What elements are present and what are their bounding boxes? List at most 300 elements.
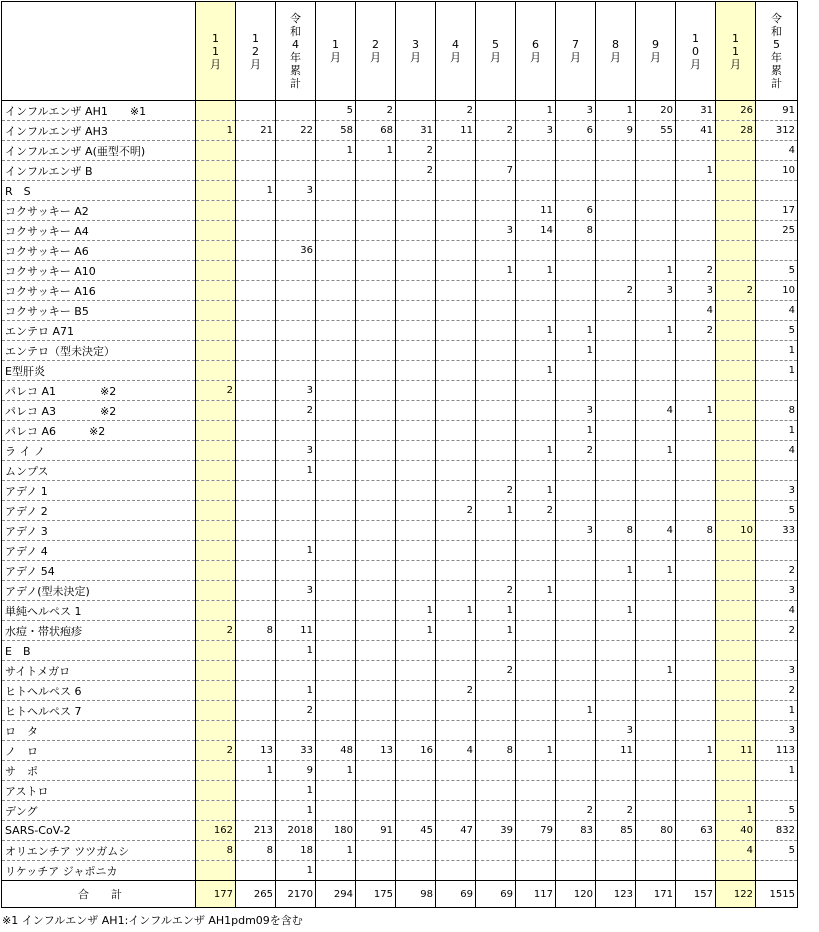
table-row — [2, 481, 798, 501]
table-cell — [356, 201, 396, 221]
table-cell: 1 — [276, 541, 316, 561]
column-header — [756, 2, 798, 101]
table-cell — [316, 641, 356, 661]
table-cell — [596, 661, 636, 681]
table-cell — [516, 641, 556, 661]
table-cell — [236, 221, 276, 241]
table-cell — [676, 441, 716, 461]
table-cell — [636, 741, 676, 761]
table-cell: 3 — [596, 721, 636, 741]
row-label: インフルエンザ AH1 ※1 — [2, 101, 196, 121]
table-cell — [676, 341, 716, 361]
table-cell — [236, 281, 276, 301]
table-cell — [276, 661, 316, 681]
table-cell — [356, 761, 396, 781]
table-cell — [356, 241, 396, 261]
table-cell — [676, 721, 716, 741]
table-cell — [276, 101, 316, 121]
table-cell — [516, 401, 556, 421]
table-cell — [476, 521, 516, 541]
table-cell: 2 — [476, 661, 516, 681]
table-cell — [636, 701, 676, 721]
table-cell — [716, 461, 756, 481]
table-cell: 45 — [396, 821, 436, 841]
table-cell: 1 — [756, 421, 798, 441]
table-cell — [196, 281, 236, 301]
table-row — [2, 781, 798, 801]
table-cell — [476, 461, 516, 481]
table-cell: 3 — [676, 281, 716, 301]
table-cell — [196, 541, 236, 561]
table-cell: 4 — [676, 301, 716, 321]
table-cell — [716, 181, 756, 201]
table-cell: 1 — [676, 161, 716, 181]
table-cell — [716, 501, 756, 521]
table-cell — [316, 701, 356, 721]
table-cell — [396, 461, 436, 481]
column-header — [356, 2, 396, 101]
table-cell — [356, 661, 396, 681]
table-cell — [676, 601, 716, 621]
table-row — [2, 381, 798, 401]
table-cell: 1 — [316, 841, 356, 861]
table-cell — [676, 861, 716, 881]
table-cell: 2 — [356, 101, 396, 121]
table-cell — [436, 381, 476, 401]
table-row — [2, 421, 798, 441]
table-cell: 2 — [276, 401, 316, 421]
table-cell — [396, 721, 436, 741]
table-cell: 11 — [716, 741, 756, 761]
table-cell: 13 — [236, 741, 276, 761]
table-cell: 1 — [556, 421, 596, 441]
table-cell — [596, 381, 636, 401]
table-cell — [196, 801, 236, 821]
table-cell — [196, 341, 236, 361]
table-cell — [516, 781, 556, 801]
table-row — [2, 601, 798, 621]
table-cell: 2170 — [276, 881, 316, 908]
table-cell — [236, 641, 276, 661]
table-cell — [436, 661, 476, 681]
table-cell — [636, 241, 676, 261]
table-cell: 5 — [756, 841, 798, 861]
table-cell: 1 — [756, 361, 798, 381]
table-cell — [316, 661, 356, 681]
row-label: デング — [2, 801, 196, 821]
table-cell — [196, 781, 236, 801]
table-cell — [716, 701, 756, 721]
table-cell — [516, 721, 556, 741]
table-cell: 1 — [276, 681, 316, 701]
table-cell — [196, 481, 236, 501]
table-cell — [716, 241, 756, 261]
row-label: コクサッキー A10 — [2, 261, 196, 281]
table-cell: 9 — [596, 121, 636, 141]
table-cell — [196, 641, 236, 661]
table-cell — [476, 201, 516, 221]
table-cell — [476, 421, 516, 441]
table-cell — [596, 641, 636, 661]
table-cell — [556, 481, 596, 501]
table-cell: 2 — [556, 441, 596, 461]
table-cell: 63 — [676, 821, 716, 841]
table-cell: 1 — [356, 141, 396, 161]
table-cell: 2 — [436, 501, 476, 521]
table-row — [2, 521, 798, 541]
table-cell — [556, 741, 596, 761]
table-cell: 2 — [436, 101, 476, 121]
row-label: 水痘・帯状疱疹 — [2, 621, 196, 641]
table-row — [2, 101, 798, 121]
table-cell — [316, 461, 356, 481]
row-label: 単純ヘルペス 1 — [2, 601, 196, 621]
table-cell — [556, 461, 596, 481]
table-cell: 8 — [676, 521, 716, 541]
table-cell: 123 — [596, 881, 636, 908]
table-cell — [676, 841, 716, 861]
table-cell — [316, 341, 356, 361]
table-cell — [596, 321, 636, 341]
table-cell — [476, 701, 516, 721]
table-cell: 1 — [636, 561, 676, 581]
table-cell — [716, 261, 756, 281]
row-label: インフルエンザ AH3 — [2, 121, 196, 141]
table-cell — [636, 621, 676, 641]
table-cell — [756, 181, 798, 201]
table-cell: 2 — [476, 581, 516, 601]
table-cell: 10 — [756, 161, 798, 181]
table-cell — [556, 141, 596, 161]
table-cell — [556, 661, 596, 681]
table-row — [2, 241, 798, 261]
row-label: アデノ 3 — [2, 521, 196, 541]
table-cell: 3 — [556, 401, 596, 421]
row-label: パレコ A3 ※2 — [2, 401, 196, 421]
table-cell — [396, 661, 436, 681]
table-cell — [396, 301, 436, 321]
table-cell: 1 — [636, 661, 676, 681]
table-cell — [596, 161, 636, 181]
table-cell — [556, 181, 596, 201]
table-cell: 5 — [756, 501, 798, 521]
table-cell — [516, 301, 556, 321]
table-row — [2, 501, 798, 521]
table-cell — [196, 141, 236, 161]
row-label: パレコ A1 ※2 — [2, 381, 196, 401]
table-row — [2, 181, 798, 201]
table-cell — [276, 281, 316, 301]
table-cell — [396, 641, 436, 661]
table-cell — [356, 321, 396, 341]
table-cell — [556, 581, 596, 601]
row-label: サ ポ — [2, 761, 196, 781]
table-cell: 3 — [756, 721, 798, 741]
table-cell — [516, 281, 556, 301]
table-cell: 2 — [756, 681, 798, 701]
table-cell — [236, 721, 276, 741]
table-cell — [196, 681, 236, 701]
table-cell: 1 — [476, 621, 516, 641]
row-label: ラ イ ノ — [2, 441, 196, 461]
table-cell — [396, 701, 436, 721]
table-cell: 9 — [276, 761, 316, 781]
row-label: インフルエンザ A(亜型不明) — [2, 141, 196, 161]
table-cell: 3 — [756, 481, 798, 501]
table-cell: 68 — [356, 121, 396, 141]
table-cell — [436, 161, 476, 181]
table-cell — [396, 101, 436, 121]
table-cell: 2 — [276, 701, 316, 721]
table-cell — [276, 361, 316, 381]
table-cell — [596, 421, 636, 441]
table-cell — [716, 721, 756, 741]
table-cell — [236, 601, 276, 621]
table-cell — [716, 321, 756, 341]
table-cell: 3 — [276, 181, 316, 201]
table-cell: 91 — [356, 821, 396, 841]
table-cell: 1 — [516, 741, 556, 761]
table-cell: 1 — [676, 741, 716, 761]
table-cell: 20 — [636, 101, 676, 121]
table-cell: 79 — [516, 821, 556, 841]
table-cell — [436, 461, 476, 481]
table-cell — [316, 581, 356, 601]
table-cell — [676, 201, 716, 221]
table-cell: 4 — [756, 601, 798, 621]
table-cell — [316, 221, 356, 241]
table-cell — [436, 721, 476, 741]
row-label: コクサッキー A6 — [2, 241, 196, 261]
row-label: ムンプス — [2, 461, 196, 481]
table-cell — [516, 681, 556, 701]
table-cell — [436, 781, 476, 801]
table-cell — [556, 761, 596, 781]
table-cell — [276, 201, 316, 221]
table-cell — [356, 641, 396, 661]
table-row — [2, 261, 798, 281]
table-cell — [356, 721, 396, 741]
table-cell — [396, 561, 436, 581]
table-cell — [236, 101, 276, 121]
table-cell — [316, 721, 356, 741]
table-cell — [316, 241, 356, 261]
table-cell: 6 — [556, 201, 596, 221]
row-label: コクサッキー B5 — [2, 301, 196, 321]
table-cell — [476, 681, 516, 701]
row-label: インフルエンザ B — [2, 161, 196, 181]
table-cell: 1 — [716, 801, 756, 821]
table-cell — [636, 341, 676, 361]
table-cell — [596, 301, 636, 321]
table-cell: 2 — [756, 561, 798, 581]
table-row — [2, 841, 798, 861]
table-cell: 4 — [636, 401, 676, 421]
table-cell — [436, 421, 476, 441]
table-cell — [596, 541, 636, 561]
row-label: コクサッキー A4 — [2, 221, 196, 241]
table-cell — [316, 261, 356, 281]
table-cell — [756, 541, 798, 561]
table-cell: 7 — [476, 161, 516, 181]
table-cell — [596, 701, 636, 721]
column-header — [676, 2, 716, 101]
table-cell — [716, 641, 756, 661]
table-cell: 1 — [276, 641, 316, 661]
table-cell — [276, 481, 316, 501]
table-row — [2, 661, 798, 681]
table-cell — [756, 641, 798, 661]
row-label: SARS-CoV-2 — [2, 821, 196, 841]
table-cell — [756, 861, 798, 881]
table-cell: 1 — [476, 261, 516, 281]
table-cell — [396, 801, 436, 821]
table-cell: 4 — [716, 841, 756, 861]
table-cell: 8 — [756, 401, 798, 421]
table-cell — [276, 301, 316, 321]
table-cell — [436, 641, 476, 661]
table-cell — [196, 661, 236, 681]
table-cell — [356, 381, 396, 401]
table-cell — [276, 501, 316, 521]
column-header-label: 6月 — [530, 38, 541, 64]
table-cell — [396, 281, 436, 301]
table-cell — [356, 501, 396, 521]
table-cell — [556, 621, 596, 641]
column-header-label: 12月 — [250, 31, 261, 71]
table-cell — [716, 621, 756, 641]
table-cell — [196, 721, 236, 741]
table-cell: 41 — [676, 121, 716, 141]
table-cell — [236, 581, 276, 601]
table-cell — [316, 321, 356, 341]
table-cell — [316, 361, 356, 381]
table-cell — [356, 841, 396, 861]
table-cell: 10 — [756, 281, 798, 301]
table-cell — [316, 681, 356, 701]
table-cell — [436, 861, 476, 881]
table-cell: 6 — [556, 121, 596, 141]
table-cell — [716, 481, 756, 501]
table-cell: 2018 — [276, 821, 316, 841]
table-cell — [356, 781, 396, 801]
table-cell — [636, 581, 676, 601]
table-cell — [676, 381, 716, 401]
table-cell — [236, 781, 276, 801]
table-cell — [476, 141, 516, 161]
table-cell: 8 — [596, 521, 636, 541]
column-header-label: 1月 — [330, 38, 341, 64]
table-cell — [716, 161, 756, 181]
table-cell — [316, 401, 356, 421]
table-cell — [716, 541, 756, 561]
table-cell — [236, 341, 276, 361]
table-row — [2, 701, 798, 721]
table-cell — [676, 221, 716, 241]
table-cell — [236, 321, 276, 341]
table-cell — [636, 221, 676, 241]
table-cell: 1 — [516, 361, 556, 381]
table-cell — [436, 261, 476, 281]
column-header-label: 10月 — [690, 31, 701, 71]
table-cell: 1 — [636, 441, 676, 461]
table-cell: 36 — [276, 241, 316, 261]
table-cell — [476, 101, 516, 121]
table-cell — [436, 441, 476, 461]
column-header-label: 11月 — [210, 31, 221, 71]
table-cell — [436, 541, 476, 561]
table-cell: 2 — [756, 621, 798, 641]
table-cell — [436, 361, 476, 381]
table-cell — [396, 401, 436, 421]
table-row — [2, 461, 798, 481]
table-cell — [356, 561, 396, 581]
table-cell: 162 — [196, 821, 236, 841]
table-cell — [236, 421, 276, 441]
table-cell — [596, 441, 636, 461]
row-label: E型肝炎 — [2, 361, 196, 381]
table-cell — [636, 681, 676, 701]
table-cell — [636, 381, 676, 401]
table-row — [2, 141, 798, 161]
row-label: リケッチア ジャポニカ — [2, 861, 196, 881]
table-row — [2, 681, 798, 701]
table-cell — [516, 461, 556, 481]
table-cell — [636, 861, 676, 881]
table-cell — [316, 381, 356, 401]
table-cell — [476, 441, 516, 461]
table-cell: 22 — [276, 121, 316, 141]
table-cell — [236, 801, 276, 821]
table-cell: 4 — [756, 441, 798, 461]
table-cell — [396, 181, 436, 201]
table-cell — [596, 761, 636, 781]
table-cell — [676, 561, 716, 581]
table-cell — [476, 381, 516, 401]
table-cell: 1515 — [756, 881, 798, 908]
table-cell: 25 — [756, 221, 798, 241]
table-cell: 120 — [556, 881, 596, 908]
table-cell: 11 — [276, 621, 316, 641]
table-cell — [636, 481, 676, 501]
table-cell: 1 — [276, 861, 316, 881]
table-cell: 180 — [316, 821, 356, 841]
row-label: ヒトヘルペス 6 — [2, 681, 196, 701]
table-cell: 11 — [596, 741, 636, 761]
table-cell: 1 — [516, 581, 556, 601]
table-cell — [196, 401, 236, 421]
table-cell — [356, 541, 396, 561]
table-cell: 83 — [556, 821, 596, 841]
table-cell — [316, 861, 356, 881]
column-header — [476, 2, 516, 101]
table-cell — [196, 601, 236, 621]
table-cell — [716, 381, 756, 401]
table-cell — [436, 341, 476, 361]
table-cell — [436, 241, 476, 261]
table-cell — [716, 561, 756, 581]
table-cell: 2 — [396, 161, 436, 181]
table-row — [2, 161, 798, 181]
row-label: サイトメガロ — [2, 661, 196, 681]
table-cell — [476, 321, 516, 341]
table-cell: 2 — [476, 121, 516, 141]
table-cell — [356, 581, 396, 601]
table-cell — [356, 461, 396, 481]
table-row — [2, 861, 798, 881]
table-cell: 85 — [596, 821, 636, 841]
table-cell — [636, 361, 676, 381]
